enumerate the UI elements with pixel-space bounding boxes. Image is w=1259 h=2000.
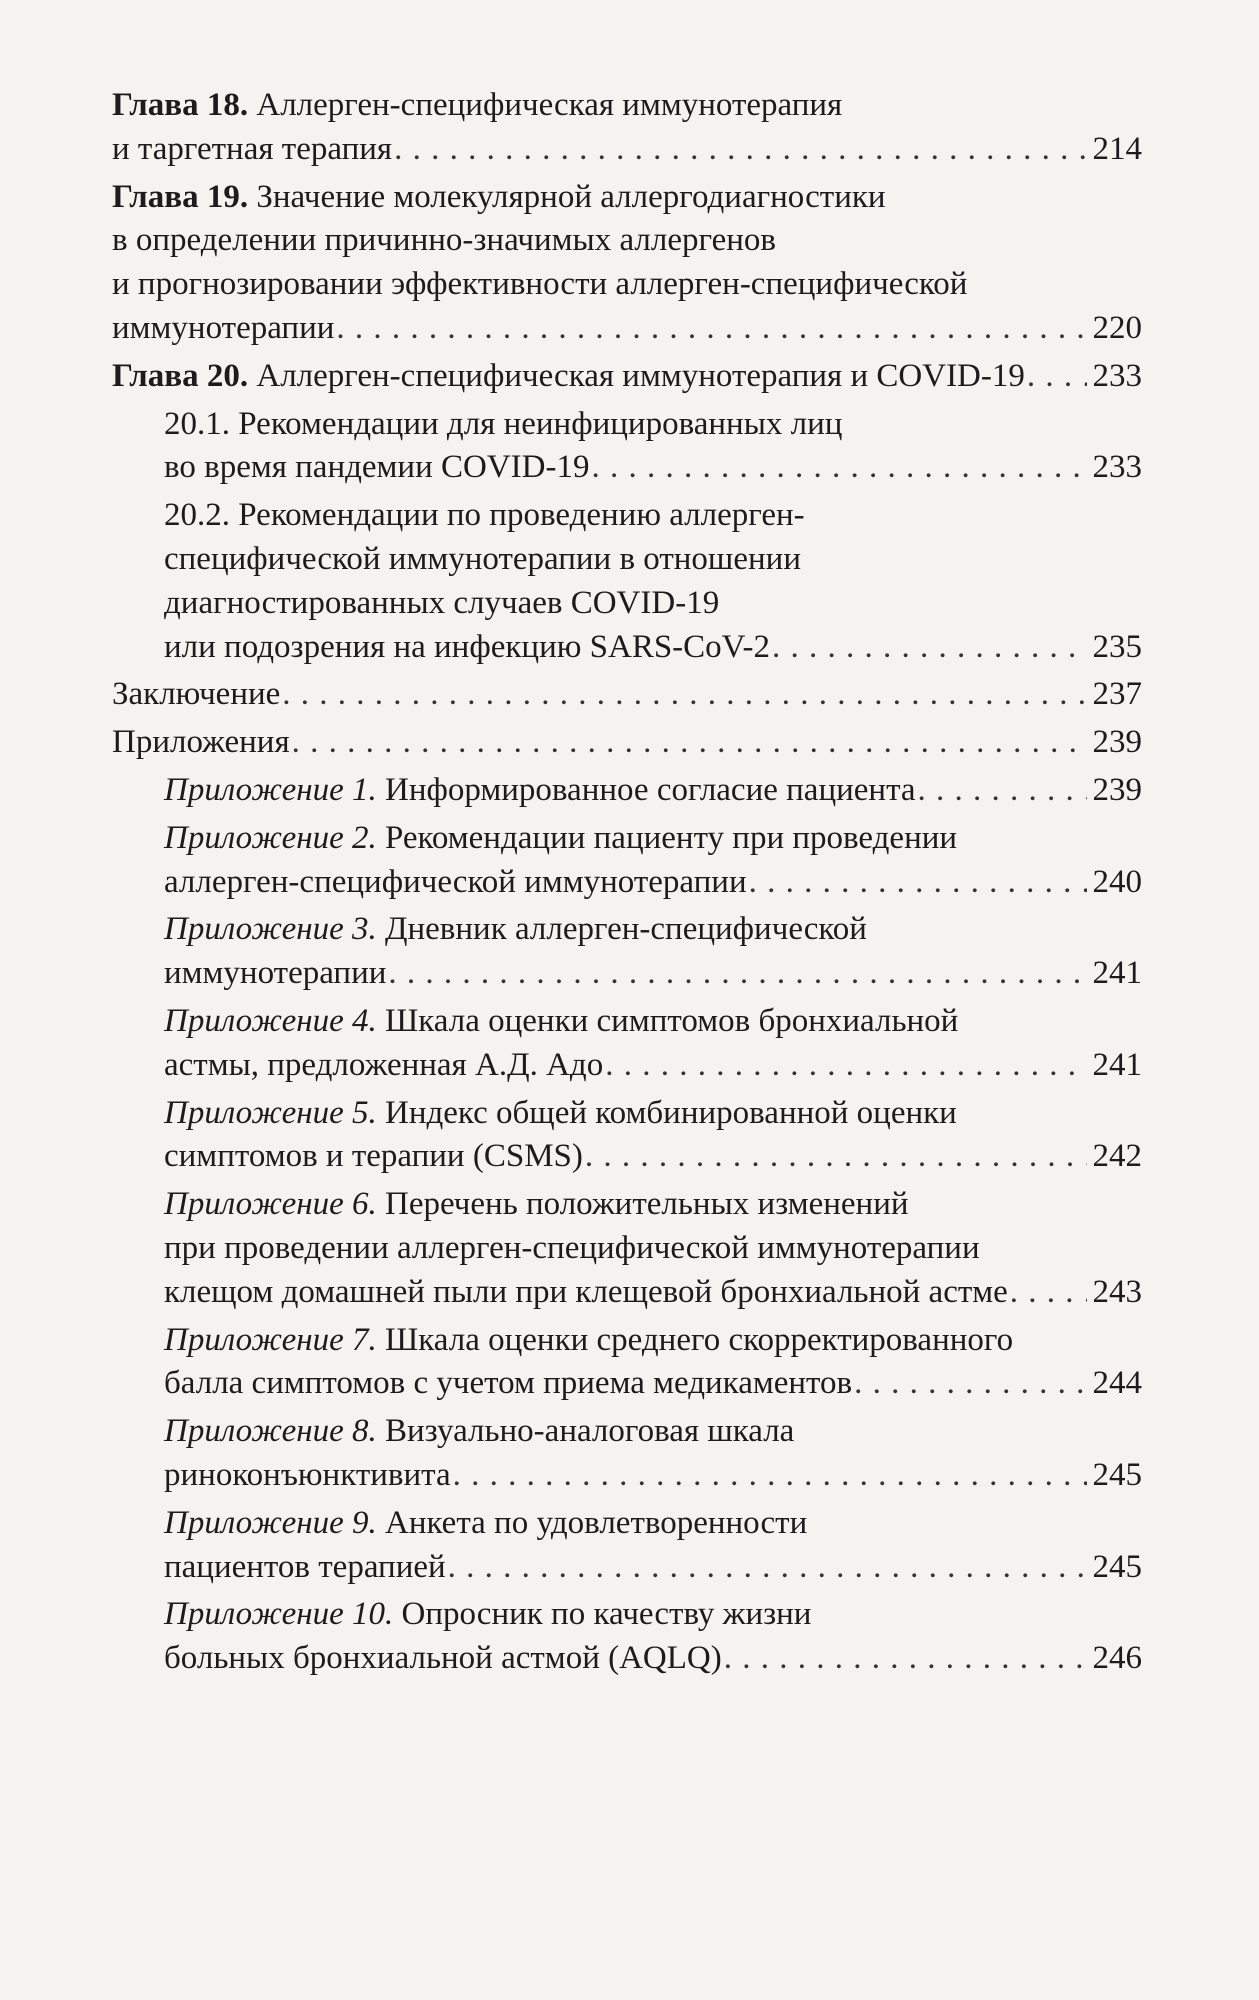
entry-line	[164, 1000, 1142, 1044]
entry-title-line: во время пандемии COVID-19	[164, 449, 590, 486]
dot-leader	[592, 446, 1087, 490]
toc-entry-ch18	[112, 84, 1142, 172]
entry-title-line: в определении причинно-значимых аллергенов	[112, 222, 776, 259]
entry-title-line: Аллерген-специфическая иммунотерапия и COVID-19	[256, 357, 1025, 394]
dot-leader	[724, 1637, 1087, 1681]
entry-text	[112, 128, 392, 172]
dot-leader	[605, 1044, 1086, 1088]
entry-title-line: или подозрения на инфекцию SARS-CoV-2	[164, 628, 770, 665]
entry-text	[164, 446, 590, 490]
entry-line	[112, 355, 1142, 399]
entry-label: Приложение 4.	[164, 1002, 377, 1039]
entry-title-line: Информированное согласие пациента	[384, 771, 916, 808]
entry-text	[112, 355, 1025, 399]
dot-leader	[448, 1546, 1087, 1590]
entry-line	[112, 263, 1142, 307]
entry-text	[164, 1044, 603, 1088]
entry-line	[112, 721, 1142, 765]
entry-title-line: Аллерген-специфическая иммунотерапия	[256, 87, 843, 123]
entry-text	[164, 406, 842, 442]
dot-leader	[1027, 355, 1087, 399]
entry-label: Глава 19.	[112, 178, 249, 215]
entry-line	[164, 1593, 1142, 1637]
entry-label: Приложение 10.	[164, 1596, 394, 1633]
entry-line	[164, 1546, 1142, 1590]
entry-text	[164, 1362, 852, 1406]
entry-text	[164, 769, 916, 813]
toc-entry-app5	[112, 1092, 1142, 1180]
page-number: 233	[1092, 449, 1142, 486]
page-number: 241	[1092, 1046, 1142, 1083]
entry-label: Приложение 2.	[164, 819, 377, 856]
entry-text	[164, 1135, 583, 1179]
dot-leader	[854, 1362, 1086, 1406]
entry-title-line: Опросник по качеству жизни	[401, 1596, 812, 1633]
entry-line	[164, 1227, 1142, 1271]
entry-title-line: клещом домашней пыли при клещевой бронхиальной астме	[164, 1273, 1008, 1310]
entry-title-line: специфической иммунотерапии в отношении	[164, 540, 801, 577]
toc-entry-s20_1	[112, 403, 1142, 491]
entry-text	[164, 1454, 451, 1498]
page-number: 240	[1092, 863, 1142, 900]
entry-text	[164, 1230, 980, 1266]
entry-title-line: аллерген-специфической иммунотерапии	[164, 863, 747, 900]
page-number: 245	[1092, 1456, 1142, 1493]
toc-entry-app8	[112, 1410, 1142, 1498]
entry-text	[164, 1322, 1013, 1358]
dot-leader	[292, 721, 1087, 765]
entry-line	[164, 1044, 1142, 1088]
entry-title-line: Заключение	[112, 676, 281, 713]
dot-leader	[394, 128, 1086, 172]
entry-title-line: диагностированных случаев COVID-19	[164, 584, 720, 621]
entry-label: 20.2.	[164, 497, 230, 534]
entry-text	[164, 911, 867, 947]
entry-line	[112, 219, 1142, 263]
entry-title-line: Рекомендации по проведению аллерген-	[238, 497, 805, 534]
entry-text	[164, 1546, 446, 1590]
entry-title-line: иммунотерапии	[112, 309, 335, 346]
entry-title-line: иммунотерапии	[164, 955, 387, 992]
toc-entry-app2	[112, 817, 1142, 905]
entry-line	[164, 1092, 1142, 1136]
entry-line	[112, 84, 1142, 128]
dot-leader	[772, 626, 1087, 670]
entry-line	[164, 1271, 1142, 1315]
entry-title-line: Значение молекулярной аллергодиагностики	[256, 178, 886, 215]
page-number: 245	[1092, 1548, 1142, 1585]
dot-leader	[336, 307, 1086, 351]
entry-title-line: и таргетная терапия	[112, 130, 393, 167]
dot-leader	[453, 1454, 1087, 1498]
entry-title-line: и прогнозировании эффективности аллерген-специфической	[112, 266, 968, 303]
entry-text	[112, 179, 886, 215]
entry-text	[164, 1095, 957, 1131]
dot-leader	[749, 861, 1087, 905]
entry-line	[164, 817, 1142, 861]
toc-entry-s20_2	[112, 494, 1142, 669]
entry-text	[112, 222, 776, 258]
entry-line	[164, 582, 1142, 626]
toc-entry-app10	[112, 1593, 1142, 1681]
toc-entry-app7	[112, 1319, 1142, 1407]
entry-label: Приложение 5.	[164, 1094, 377, 1131]
entry-label: Приложение 7.	[164, 1321, 377, 1358]
entry-text	[164, 1596, 811, 1632]
page-number: 242	[1092, 1138, 1142, 1175]
entry-label: 20.1.	[164, 405, 230, 442]
table-of-contents	[112, 84, 1142, 1685]
toc-entry-app1	[112, 769, 1142, 813]
toc-entry-apps	[112, 721, 1142, 765]
dot-leader	[388, 952, 1086, 996]
entry-text	[164, 1003, 958, 1039]
entry-line	[164, 1410, 1142, 1454]
entry-line	[112, 128, 1142, 172]
entry-text	[112, 673, 280, 717]
entry-title-line: симптомов и терапии (CSMS)	[164, 1138, 583, 1175]
entry-text	[164, 1637, 722, 1681]
entry-title-line: при проведении аллерген-специфической иммунотерапии	[164, 1229, 980, 1266]
entry-line	[164, 861, 1142, 905]
page-number: 235	[1092, 628, 1142, 665]
toc-entry-app6	[112, 1183, 1142, 1314]
page-number: 241	[1092, 955, 1142, 992]
entry-label: Глава 20.	[112, 357, 249, 394]
entry-title-line: Визуально-аналоговая шкала	[384, 1413, 795, 1450]
page-number: 237	[1092, 676, 1142, 713]
entry-label: Приложение 1.	[164, 771, 377, 808]
entry-line	[164, 538, 1142, 582]
page-number: 239	[1092, 771, 1142, 808]
entry-title-line: риноконъюнктивита	[164, 1456, 451, 1493]
entry-text	[164, 1186, 909, 1222]
entry-text	[164, 952, 386, 996]
entry-text	[164, 1271, 1008, 1315]
entry-label: Приложение 9.	[164, 1504, 377, 1541]
dot-leader	[282, 673, 1086, 717]
entry-text	[164, 1505, 807, 1541]
entry-text	[164, 497, 805, 533]
entry-line	[164, 1502, 1142, 1546]
page-number: 243	[1092, 1273, 1142, 1310]
entry-title-line: пациентов терапией	[164, 1548, 446, 1585]
entry-title-line: Шкала оценки среднего скорректированного	[384, 1321, 1014, 1358]
entry-text	[164, 541, 801, 577]
entry-text	[112, 266, 967, 302]
entry-title-line: Индекс общей комбинированной оценки	[384, 1094, 957, 1131]
entry-title-line: Анкета по удовлетворенности	[384, 1504, 808, 1541]
page-number: 220	[1092, 309, 1142, 346]
entry-text	[164, 861, 747, 905]
entry-title-line: Шкала оценки симптомов бронхиальной	[384, 1002, 959, 1039]
entry-title-line: Рекомендации пациенту при проведении	[384, 819, 958, 856]
entry-title-line: Перечень положительных изменений	[384, 1186, 909, 1223]
entry-label: Приложение 6.	[164, 1186, 377, 1223]
entry-line	[112, 176, 1142, 220]
entry-title-line: Приложения	[112, 724, 290, 761]
entry-line	[164, 908, 1142, 952]
page-number: 239	[1092, 724, 1142, 761]
entry-line	[164, 446, 1142, 490]
dot-leader	[585, 1135, 1087, 1179]
toc-entry-concl	[112, 673, 1142, 717]
page-number: 233	[1092, 357, 1142, 394]
toc-entry-app3	[112, 908, 1142, 996]
entry-text	[164, 585, 719, 621]
entry-text	[164, 1413, 794, 1449]
toc-entry-app9	[112, 1502, 1142, 1590]
entry-text	[164, 626, 770, 670]
dot-leader	[918, 769, 1087, 813]
entry-title-line: балла симптомов с учетом приема медикаментов	[164, 1365, 853, 1402]
toc-entry-ch19	[112, 176, 1142, 351]
entry-line	[164, 1637, 1142, 1681]
entry-label: Приложение 3.	[164, 911, 377, 948]
entry-line	[164, 1362, 1142, 1406]
page-number: 244	[1092, 1365, 1142, 1402]
toc-entry-app4	[112, 1000, 1142, 1088]
entry-text	[164, 820, 957, 856]
entry-title-line: Рекомендации для неинфицированных лиц	[238, 405, 843, 442]
entry-line	[112, 673, 1142, 717]
entry-line	[164, 1135, 1142, 1179]
dot-leader	[1010, 1271, 1087, 1315]
page-number: 246	[1092, 1640, 1142, 1677]
entry-label: Приложение 8.	[164, 1413, 377, 1450]
entry-line	[164, 1319, 1142, 1363]
entry-line	[164, 769, 1142, 813]
entry-title-line: больных бронхиальной астмой (AQLQ)	[164, 1640, 722, 1677]
entry-title-line: Дневник аллерген-специфической	[384, 911, 867, 948]
page-number: 214	[1092, 130, 1142, 167]
entry-text	[112, 721, 290, 765]
entry-line	[164, 494, 1142, 538]
entry-line	[164, 1183, 1142, 1227]
entry-text	[112, 87, 842, 123]
entry-line	[164, 952, 1142, 996]
entry-line	[112, 307, 1142, 351]
entry-label: Глава 18.	[112, 87, 249, 123]
entry-line	[164, 403, 1142, 447]
entry-text	[112, 307, 334, 351]
entry-title-line: астмы, предложенная А.Д. Адо	[164, 1046, 604, 1083]
entry-line	[164, 1454, 1142, 1498]
toc-entry-ch20	[112, 355, 1142, 399]
entry-line	[164, 626, 1142, 670]
